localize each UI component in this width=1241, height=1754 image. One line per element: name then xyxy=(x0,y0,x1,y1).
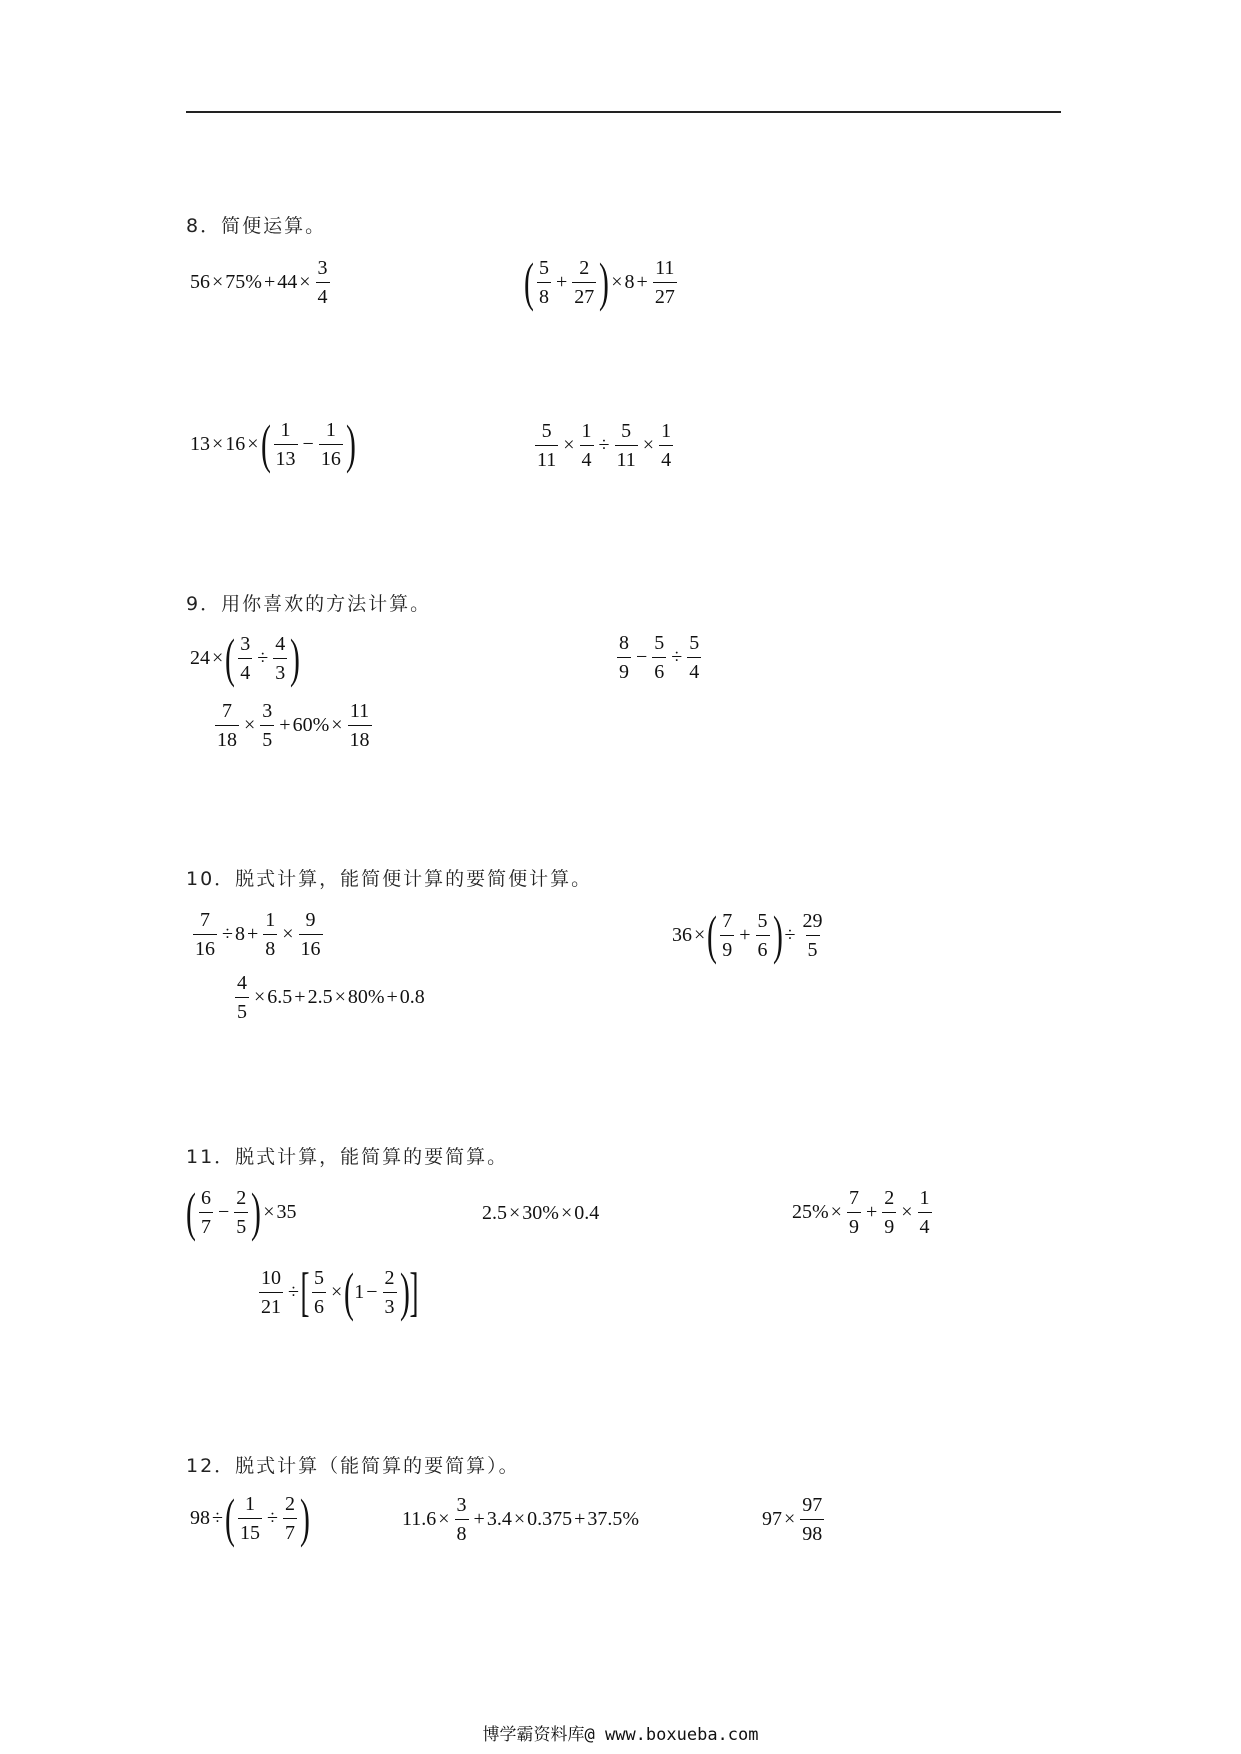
fraction: $\frac{2}{9}$ xyxy=(884,1186,895,1238)
footer-watermark: 博学霸资料库@ www.boxueba.com xyxy=(482,1725,759,1745)
right-paren: ) xyxy=(299,1488,310,1548)
fraction: $\frac{3}{8}$ xyxy=(456,1493,467,1545)
operator: + xyxy=(294,986,306,1008)
operator: × xyxy=(212,433,224,455)
fraction: $\frac{5}{6}$ xyxy=(654,631,665,683)
fraction: $\frac{7}{18}$ xyxy=(217,699,237,751)
fraction: $\frac{97}{98}$ xyxy=(802,1493,823,1545)
operator: × xyxy=(282,923,294,945)
fraction: $\frac{3}{5}$ xyxy=(262,699,273,751)
number: 44 xyxy=(277,271,298,293)
number: 30% xyxy=(522,1202,559,1224)
right-paren: ) xyxy=(290,628,301,688)
fraction: $\frac{7}{9}$ xyxy=(848,1186,859,1238)
operator: + xyxy=(739,924,751,946)
left-paren: ( xyxy=(707,905,718,965)
operator: + xyxy=(636,271,648,293)
q10-expr-2 xyxy=(672,905,828,965)
operator: × xyxy=(212,647,224,669)
fraction: $\frac{5}{11}$ xyxy=(537,419,557,471)
fraction: $\frac{1}{15}$ xyxy=(239,1492,260,1544)
fraction: $\frac{5}{11}$ xyxy=(616,419,636,471)
operator: × xyxy=(563,434,575,456)
fraction: $\frac{11}{27}$ xyxy=(654,256,675,308)
number: 80% xyxy=(347,986,385,1008)
q9-expr-1 xyxy=(190,628,301,688)
operator: × xyxy=(331,714,343,736)
q9-expr-2 xyxy=(614,632,704,682)
q12-expr-1 xyxy=(190,1488,310,1548)
left-paren: ( xyxy=(524,252,534,312)
q10-expr-1 xyxy=(190,909,326,959)
fraction: $\frac{2}{3}$ xyxy=(384,1266,395,1318)
operator: ÷ xyxy=(784,924,796,946)
fraction: $\frac{10}{21}$ xyxy=(261,1266,281,1318)
number: 8 xyxy=(624,271,635,293)
header-rule xyxy=(186,111,1061,113)
right-paren: ) xyxy=(599,252,610,312)
number: 6.5 xyxy=(267,986,293,1008)
fraction: $\frac{2}{5}$ xyxy=(236,1186,247,1238)
operator: × xyxy=(830,1201,842,1223)
right-bracket: ] xyxy=(408,1262,418,1322)
operator: × xyxy=(509,1202,521,1224)
number: 36 xyxy=(672,924,692,946)
q12-expr-3 xyxy=(762,1494,827,1544)
operator: ÷ xyxy=(266,1507,278,1529)
fraction: $\frac{1}{4}$ xyxy=(581,419,592,471)
q8-expr-2 xyxy=(524,252,680,312)
q11-expr-3 xyxy=(792,1187,935,1237)
q10-heading: 10．脱式计算，能简便计算的要简便计算。 xyxy=(186,868,593,890)
number: 98 xyxy=(190,1507,210,1529)
operator: × xyxy=(560,1202,573,1224)
operator: × xyxy=(212,271,224,293)
number: 2.5 xyxy=(307,986,333,1008)
q11-expr-4 xyxy=(256,1262,418,1322)
fraction: $\frac{4}{5}$ xyxy=(237,971,247,1023)
number: 97 xyxy=(762,1508,782,1530)
operator: − xyxy=(636,646,648,668)
fraction: $\frac{8}{9}$ xyxy=(619,631,629,683)
operator: + xyxy=(473,1508,485,1530)
left-paren: ( xyxy=(225,1488,235,1548)
number: 11.6 xyxy=(402,1508,437,1530)
operator: × xyxy=(244,714,256,736)
fraction: $\frac{2}{27}$ xyxy=(574,256,595,308)
operator: + xyxy=(574,1508,586,1530)
fraction: $\frac{3}{4}$ xyxy=(240,632,251,684)
fraction: $\frac{3}{4}$ xyxy=(317,256,328,308)
q9-heading: 9．用你喜欢的方法计算。 xyxy=(186,593,432,615)
fraction: $\frac{5}{6}$ xyxy=(313,1266,324,1318)
fraction: $\frac{9}{16}$ xyxy=(300,908,321,960)
fraction: $\frac{2}{7}$ xyxy=(284,1492,295,1544)
number: 60% xyxy=(292,714,330,736)
q11-heading: 11．脱式计算，能简算的要简算。 xyxy=(186,1146,509,1168)
right-paren: ) xyxy=(772,905,783,965)
operator: × xyxy=(334,986,346,1008)
q8-expr-3 xyxy=(190,414,356,474)
number: 1 xyxy=(354,1281,365,1303)
operator: + xyxy=(263,271,276,293)
number: 75% xyxy=(225,271,262,293)
right-paren: ) xyxy=(251,1182,262,1242)
q12-heading: 12．脱式计算（能简算的要简算）。 xyxy=(186,1455,520,1477)
left-paren: ( xyxy=(260,414,271,474)
fraction: $\frac{29}{5}$ xyxy=(802,909,823,961)
left-bracket: [ xyxy=(300,1262,310,1322)
q8-heading: 8．简便运算。 xyxy=(186,215,327,237)
number: 16 xyxy=(225,433,246,455)
operator: × xyxy=(784,1508,796,1530)
fraction: $\frac{5}{6}$ xyxy=(757,909,768,961)
number: 24 xyxy=(190,647,210,669)
left-paren: ( xyxy=(225,628,236,688)
operator: − xyxy=(366,1281,378,1303)
left-paren: ( xyxy=(186,1182,196,1242)
operator: × xyxy=(299,271,311,293)
operator: − xyxy=(302,433,314,455)
number: 0.375 xyxy=(527,1508,573,1530)
operator: ÷ xyxy=(598,434,610,456)
operator: × xyxy=(254,986,266,1008)
q12-expr-2 xyxy=(402,1494,639,1544)
number: 0.8 xyxy=(399,986,425,1008)
q8-expr-4 xyxy=(532,420,676,470)
operator: × xyxy=(247,433,259,455)
number: 56 xyxy=(190,271,210,293)
operator: × xyxy=(611,271,623,293)
fraction: $\frac{6}{7}$ xyxy=(200,1186,211,1238)
fraction: $\frac{1}{13}$ xyxy=(275,418,296,470)
right-paren: ) xyxy=(399,1262,410,1322)
operator: + xyxy=(386,986,398,1008)
operator: + xyxy=(279,714,291,736)
operator: ÷ xyxy=(257,647,269,669)
number: 2.5 xyxy=(482,1202,507,1224)
number: 3.4 xyxy=(486,1508,512,1530)
operator: ÷ xyxy=(212,1507,223,1529)
fraction: $\frac{7}{16}$ xyxy=(195,908,215,960)
fraction: $\frac{5}{8}$ xyxy=(538,256,549,308)
fraction: $\frac{7}{9}$ xyxy=(722,909,733,961)
operator: × xyxy=(694,924,706,946)
operator: + xyxy=(865,1201,878,1223)
number: 35 xyxy=(276,1201,297,1223)
fraction: $\frac{5}{4}$ xyxy=(689,631,700,683)
operator: − xyxy=(217,1201,230,1223)
operator: ÷ xyxy=(288,1281,299,1303)
operator: × xyxy=(513,1508,526,1530)
operator: + xyxy=(246,923,259,945)
number: 37.5% xyxy=(587,1508,640,1530)
number: 13 xyxy=(190,433,210,455)
operator: × xyxy=(330,1281,343,1303)
q9-expr-3 xyxy=(212,700,375,750)
number: 0.4 xyxy=(574,1202,600,1224)
left-paren: ( xyxy=(344,1262,355,1322)
number: 25% xyxy=(792,1201,829,1223)
operator: + xyxy=(555,271,568,293)
fraction: $\frac{1}{8}$ xyxy=(265,908,276,960)
fraction: $\frac{4}{3}$ xyxy=(275,632,286,684)
operator: × xyxy=(263,1201,275,1223)
fraction: $\frac{1}{16}$ xyxy=(320,418,341,470)
right-paren: ) xyxy=(345,414,356,474)
operator: × xyxy=(438,1508,450,1530)
operator: × xyxy=(901,1201,913,1223)
operator: ÷ xyxy=(671,646,683,668)
q11-expr-1 xyxy=(186,1182,297,1242)
fraction: $\frac{11}{18}$ xyxy=(349,699,370,751)
q10-expr-3 xyxy=(232,972,425,1022)
operator: ÷ xyxy=(222,923,233,945)
q11-expr-2 xyxy=(482,1198,599,1228)
number: 8 xyxy=(234,923,245,945)
fraction: $\frac{1}{4}$ xyxy=(661,419,672,471)
q8-expr-1 xyxy=(190,256,333,308)
operator: × xyxy=(642,434,655,456)
fraction: $\frac{1}{4}$ xyxy=(919,1186,930,1238)
